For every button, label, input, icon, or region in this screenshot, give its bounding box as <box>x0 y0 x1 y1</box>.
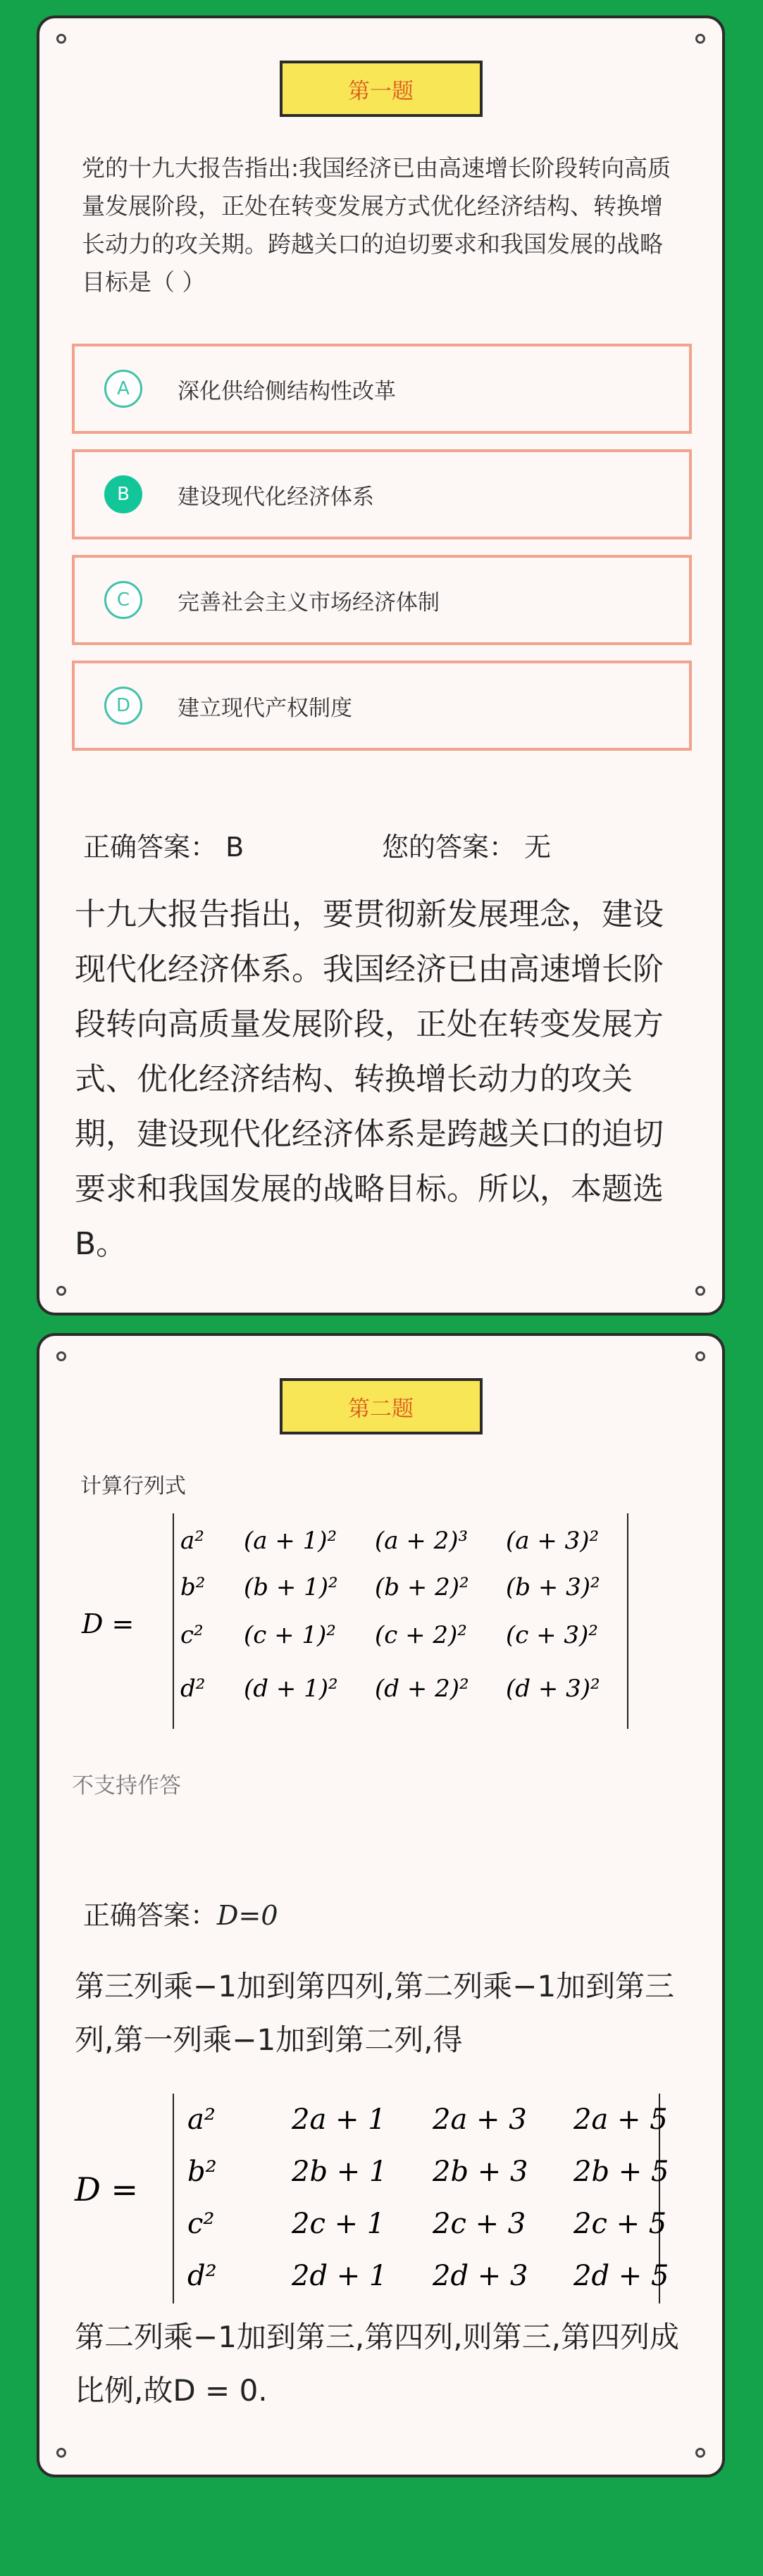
matrix1-cell-r2-c2: (b + 1)² <box>244 1573 338 1601</box>
option-a[interactable] <box>72 344 692 434</box>
corner-dot-icon <box>56 2448 66 2458</box>
explanation-text: 十九大报告指出，要贯彻新发展理念，建设现代化经济体系。我国经济已由高速增长阶段转向高质量发展阶段，正处在转变发展方式、优化经济结构、转换增长动力的攻关期，建设现代化经济体系是跨越关口的迫切要求和我国发展的战略目标。所以，本题选B。 <box>75 896 664 1262</box>
question-card-2 <box>37 1333 725 2477</box>
explanation-text-1: 第三列乘−1加到第四列,第二列乘−1加到第三列,第一列乘−1加到第二列,得 <box>75 1969 675 2057</box>
matrix2-cell-r3-c2: 2c + 1 <box>292 2208 385 2240</box>
matrix1-cell-r3-c3: (c + 2)² <box>375 1621 467 1649</box>
option-a-label: 深化供给侧结构性改革 <box>178 378 396 404</box>
det2-lhs: D = <box>75 2170 139 2208</box>
matrix1-cell-r4-c2: (d + 1)² <box>244 1675 338 1703</box>
corner-dot-icon <box>695 2448 705 2458</box>
matrix1-cell-r1-c2: (a + 1)² <box>244 1527 337 1555</box>
matrix1-cell-r2-c1: b² <box>180 1573 206 1601</box>
question-title: 第一题 <box>280 61 483 117</box>
option-c[interactable] <box>72 555 692 645</box>
correct-answer-label: 正确答案： <box>83 832 218 863</box>
corner-dot-icon <box>695 1286 705 1296</box>
option-d-badge: D <box>104 687 142 725</box>
matrix1-cell-r4-c1: d² <box>180 1675 206 1703</box>
matrix2-cell-r4-c4: 2d + 5 <box>573 2260 669 2292</box>
matrix2-cell-r2-c1: b² <box>187 2156 217 2188</box>
matrix2-cell-r1-c4: 2a + 5 <box>573 2103 668 2136</box>
option-d[interactable] <box>72 661 692 751</box>
matrix2-cell-r2-c2: 2b + 1 <box>292 2156 387 2188</box>
matrix2-cell-r1-c3: 2a + 3 <box>433 2103 527 2136</box>
option-b-badge: B <box>104 475 142 513</box>
question-card-1 <box>37 15 725 1315</box>
matrix1-cell-r4-c4: (d + 3)² <box>506 1675 600 1703</box>
matrix2-cell-r4-c2: 2d + 1 <box>292 2260 387 2292</box>
matrix2-cell-r3-c3: 2c + 3 <box>433 2208 526 2240</box>
corner-dot-icon <box>56 1286 66 1296</box>
option-d-label: 建立现代产权制度 <box>178 695 352 721</box>
matrix2-cell-r3-c1: c² <box>187 2208 215 2240</box>
determinant-solution <box>61 2065 695 2319</box>
correct-answer-value: D=0 <box>217 1900 278 1931</box>
question-text: 党的十九大报告指出:我国经济已由高速增长阶段转向高质量发展阶段，正处在转变发展方式优化经济结构、转换增长动力的攻关期。跨越关口的迫切要求和我国发展的战略目标是（ ） <box>82 154 671 296</box>
corner-dot-icon <box>695 34 705 44</box>
correct-answer-label: 正确答案： <box>83 1900 218 1931</box>
matrix1-cell-r1-c1: a² <box>180 1527 204 1555</box>
option-b[interactable] <box>72 449 692 539</box>
matrix1-cell-r1-c4: (a + 3)² <box>506 1527 600 1555</box>
matrix1-cell-r1-c3: (a + 2)³ <box>375 1527 469 1555</box>
matrix2-cell-r3-c4: 2c + 5 <box>573 2208 667 2240</box>
your-answer-value: 无 <box>524 832 552 863</box>
option-c-badge: C <box>104 581 142 619</box>
correct-answer <box>83 1894 278 1932</box>
explanation-text-2: 第二列乘−1加到第三,第四列,则第三,第四列成比例,故D = 0. <box>75 2320 679 2408</box>
matrix2-cell-r4-c1: d² <box>187 2260 217 2292</box>
matrix1-cell-r3-c4: (c + 3)² <box>506 1621 598 1649</box>
matrix2-cell-r2-c4: 2b + 5 <box>573 2156 669 2188</box>
correct-answer-value: B <box>225 832 244 863</box>
corner-dot-icon <box>56 1351 66 1361</box>
matrix2-cell-r1-c2: 2a + 1 <box>292 2103 386 2136</box>
option-a-badge: A <box>104 370 142 408</box>
matrix2-cell-r2-c3: 2b + 3 <box>433 2156 528 2188</box>
matrix1-cell-r4-c3: (d + 2)² <box>375 1675 469 1703</box>
matrix2-cell-r4-c3: 2d + 3 <box>433 2260 528 2292</box>
matrix1-cell-r3-c2: (c + 1)² <box>244 1621 336 1649</box>
your-answer <box>382 825 551 864</box>
option-b-label: 建设现代化经济体系 <box>178 484 374 510</box>
correct-answer <box>83 825 244 864</box>
corner-dot-icon <box>695 1351 705 1361</box>
matrix2-cell-r1-c1: a² <box>187 2103 216 2136</box>
det-lhs: D = <box>82 1608 135 1639</box>
matrix1-cell-r3-c1: c² <box>180 1621 204 1649</box>
question-title: 第二题 <box>280 1378 483 1434</box>
determinant-question <box>68 1505 688 1737</box>
question-prompt: 计算行列式 <box>80 1474 186 1499</box>
not-supported-note: 不支持作答 <box>72 1773 181 1799</box>
option-c-label: 完善社会主义市场经济体制 <box>178 589 440 615</box>
your-answer-label: 您的答案： <box>382 832 516 863</box>
matrix1-cell-r2-c3: (b + 2)² <box>375 1573 469 1601</box>
corner-dot-icon <box>56 34 66 44</box>
matrix1-cell-r2-c4: (b + 3)² <box>506 1573 600 1601</box>
